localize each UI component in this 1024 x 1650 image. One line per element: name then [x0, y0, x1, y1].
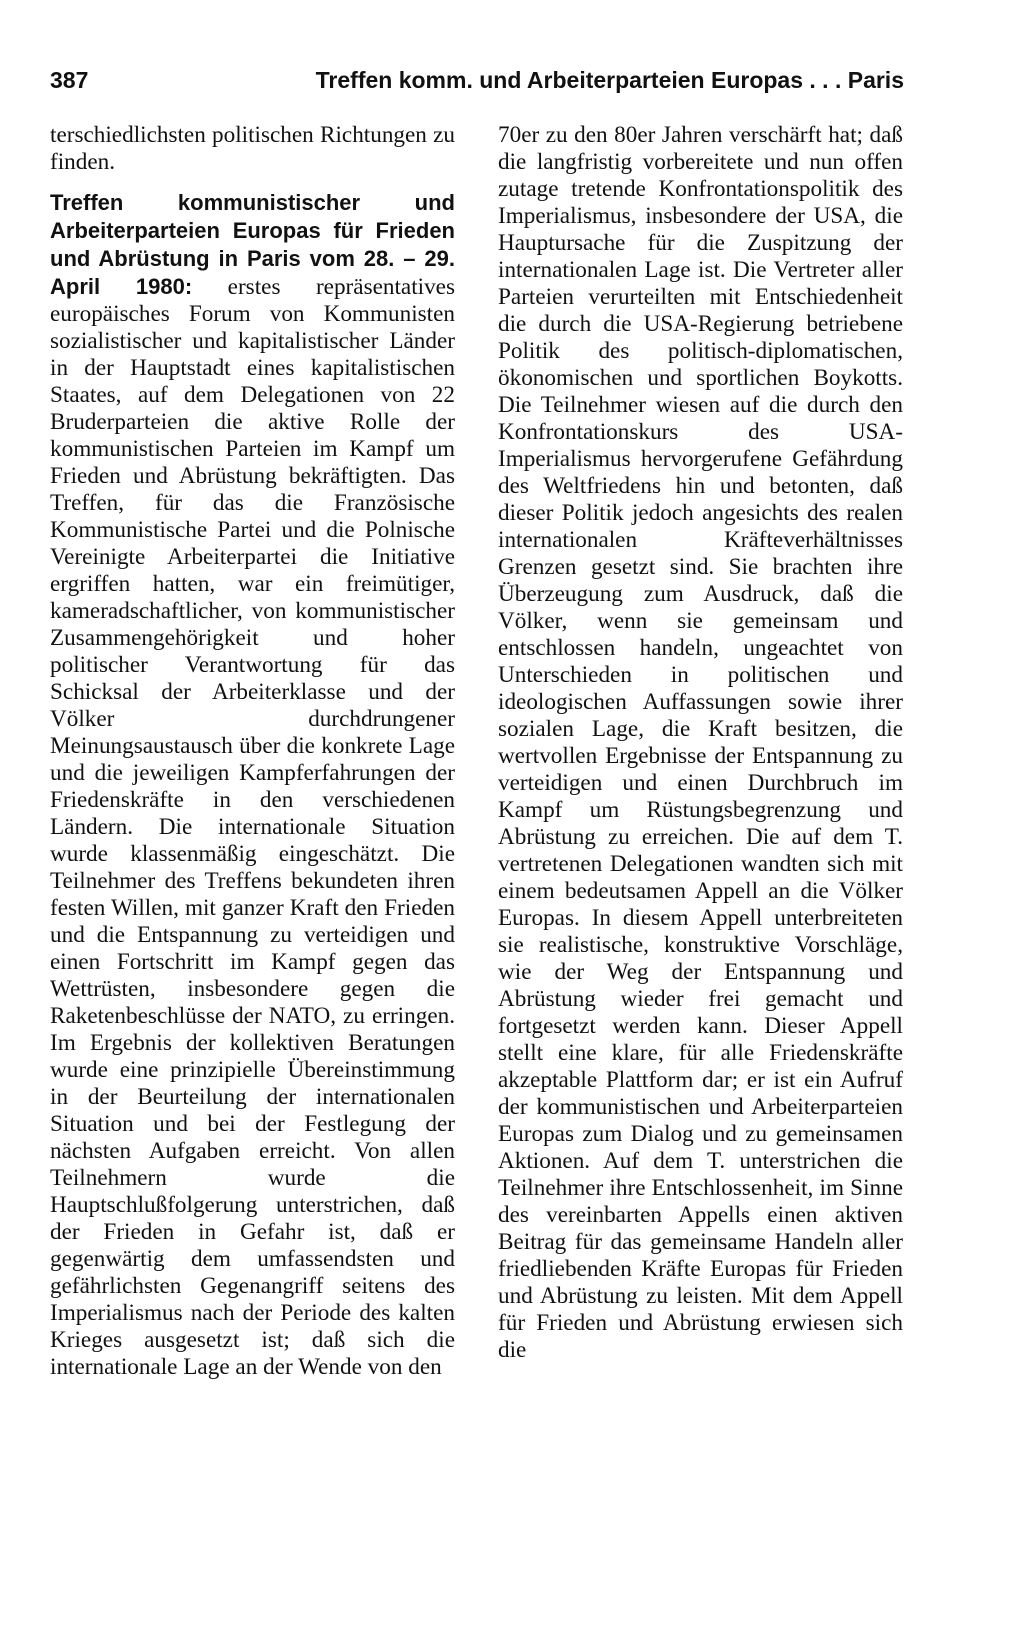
entry-body: erstes repräsentatives europäisches Forum von Kommunisten sozialistischer und kapitalistischer Länder in der Hauptstadt eines kapitalistischen Staates, auf dem Delegationen von 22 Bruderparteien die aktive Rolle der kommunistischen Parteien im Kampf um Frieden und Abrüstung bekräftigten. Das Treffen, für das die Französische Kommunistische Partei und die Polnische Vereinigte Arbeiterpartei die Initiative ergriffen hatten, war ein freimütiger, kameradschaftlicher, von kommunistischer Zusammengehörigkeit und hoher politischer Verantwortung für das Schicksal der Arbeiterklasse und der Völker durchdrungener Meinungsaustausch über die konkrete Lage und die jeweiligen Kampferfahrungen der Friedenskräfte in den verschiedenen Ländern. Die internationale Situation wurde klassenmäßig eingeschätzt. Die Teilnehmer des Treffens bekundeten ihren festen Willen, mit ganzer Kraft den Frieden und die Entspannung zu verteidigen und einen Fortschritt im Kampf gegen das Wettrüsten, insbesondere gegen die Raketenbeschlüsse der NATO, zu erringen. Im Ergebnis der kollektiven Beratungen wurde eine prinzipielle Übereinstimmung in der Beurteilung der internationalen Situation und bei der Festlegung der nächsten Aufgaben erreicht. Von allen Teilnehmern wurde die Hauptschlußfolgerung unterstrichen, daß der Frieden in Gefahr ist, daß er gegenwärtig dem umfassendsten und gefährlichsten Gegenangriff seitens des Imperialismus nach der Periode des kalten Krieges ausgesetzt ist; daß sich die internationale Lage an der Wende von den [50, 274, 456, 1380]
continuation-paragraph: terschiedlichsten politischen Richtungen zu finden. [50, 122, 455, 175]
left-column [50, 122, 455, 1381]
page-header [50, 64, 904, 96]
right-column [498, 122, 903, 1364]
entry-body-continued: 70er zu den 80er Jahren verschärft hat; daß die langfristig vorbereitete und nun offen zutage tretende Konfrontationspolitik des Imperialismus, insbesondere der USA, die Hauptursache für die Zuspitzung der internationalen Lage ist. Die Vertreter aller Parteien verurteilten mit Entschiedenheit die durch die USA-Regierung betriebene Politik des politisch-diplomatischen, ökonomischen und sportlichen Boykotts. Die Teilnehmer wiesen auf die durch den Konfrontationskurs des USA-Imperialismus hervorgerufene Gefährdung des Weltfriedens hin und betonten, daß dieser Politik jedoch angesichts des realen internationalen Kräfteverhältnisses Grenzen gesetzt sind. Sie brachten ihre Überzeugung zum Ausdruck, daß die Völker, wenn sie gemeinsam und entschlossen handeln, ungeachtet von Unterschieden in politischen und ideologischen Auffassungen sowie ihrer sozialen Lage, die Kraft besitzen, die wertvollen Ergebnisse der Entspannung zu verteidigen und einen Durchbruch im Kampf um Rüstungsbegrenzung und Abrüstung zu erreichen. Die auf dem T. vertretenen Delegationen wandten sich mit einem bedeutsamen Appell an die Völker Europas. In diesem Appell unterbreiteten sie realistische, konstruktive Vorschläge, wie der Weg der Entspannung und Abrüstung wieder frei gemacht und fortgesetzt werden kann. Dieser Appell stellt eine klare, für alle Friedenskräfte akzeptable Plattform dar; er ist ein Aufruf der kommunistischen und Arbeiterparteien Europas zum Dialog und zu gemeinsamen Aktionen. Auf dem T. unterstrichen die Teilnehmer ihre Entschlossenheit, im Sinne des vereinbarten Appells einen aktiven Beitrag für das gemeinsame Handeln aller friedliebenden Kräfte Europas für Frieden und Abrüstung zu leisten. Mit dem Appell für Frieden und Abrüstung erwiesen sich die [498, 122, 903, 1363]
entry-paragraph [50, 189, 455, 1381]
running-title: Treffen komm. und Arbeiterparteien Europas . . . Paris [315, 67, 904, 93]
page-number: 387 [50, 67, 89, 93]
entry-lemma: Treffen kommunistischer und Arbeiterparteien Europas für Frieden und Abrüstung in Paris vom 28. – 29. April 1980: [50, 190, 455, 299]
